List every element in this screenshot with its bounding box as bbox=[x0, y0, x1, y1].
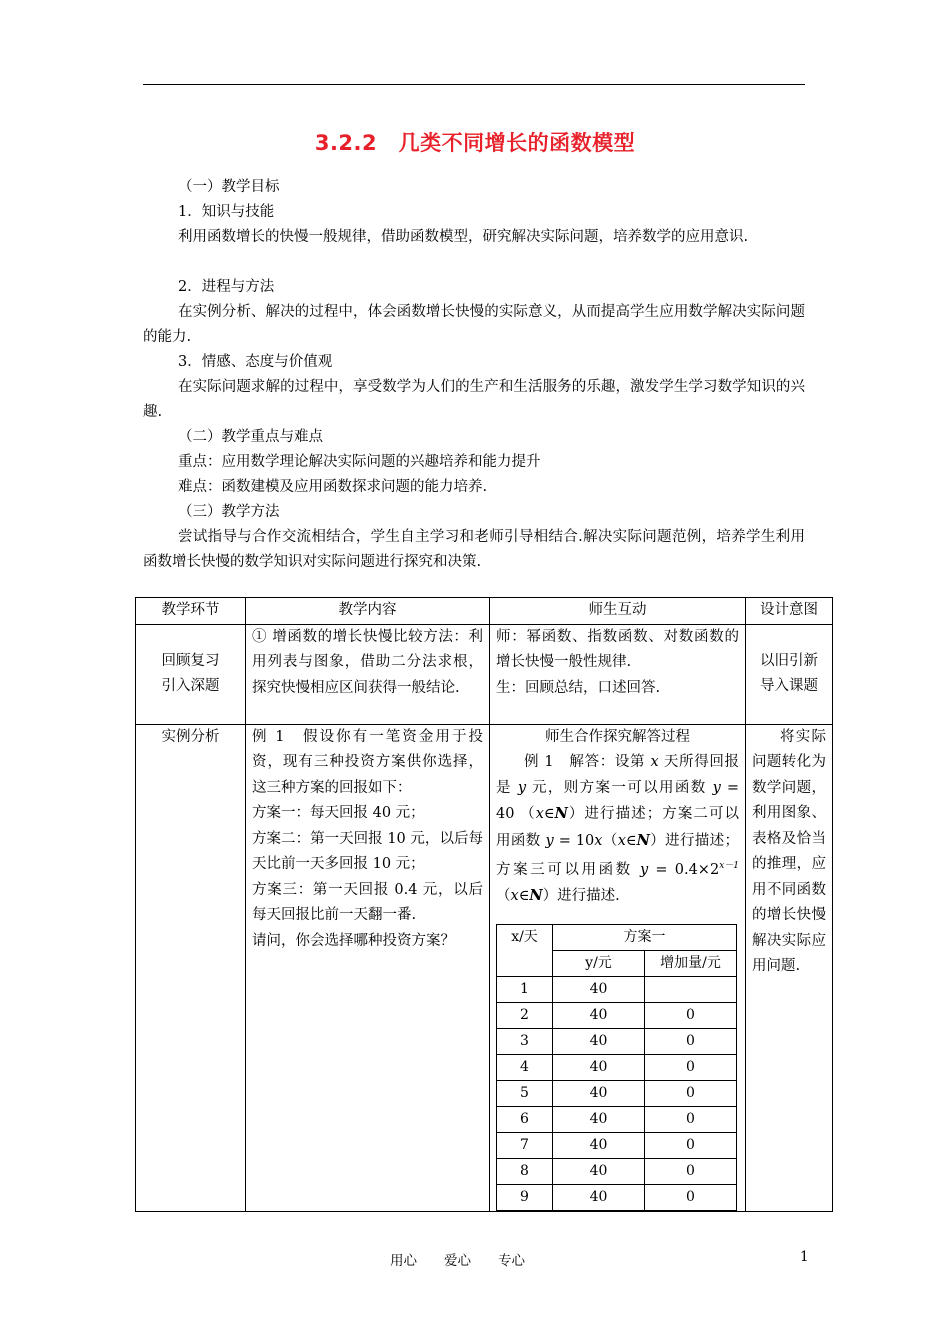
intent-cell: 将实际问题转化为数学问题，利用图象、表格及恰当的推理，应用不同函数的增长快慢解决实际应用问题. bbox=[746, 724, 833, 1211]
answer-text: ∈ bbox=[625, 832, 637, 849]
answer-text: = 10 bbox=[553, 832, 595, 849]
subheading-attitude: 3．情感、态度与价值观 bbox=[178, 354, 333, 370]
intent-line: 以旧引新 bbox=[760, 652, 818, 669]
subtable-cell-y: 40 bbox=[553, 1132, 645, 1158]
table-row bbox=[497, 1080, 737, 1106]
subtable-cell-x: 2 bbox=[497, 1002, 553, 1028]
answer-text: ∈ bbox=[543, 806, 555, 822]
answer-text: （ bbox=[496, 888, 511, 905]
interaction-cell bbox=[490, 624, 746, 724]
table-row bbox=[497, 1054, 737, 1080]
header-stage: 教学环节 bbox=[136, 598, 246, 625]
header-content: 教学内容 bbox=[246, 598, 490, 625]
subtable-cell-y: 40 bbox=[553, 1002, 645, 1028]
plan-two: 方案二：第一天回报 10 元，以后每天比前一天多回报 10 元； bbox=[252, 830, 483, 872]
subtable-cell-inc: 0 bbox=[645, 1002, 737, 1028]
interaction-cell bbox=[490, 724, 746, 1211]
text-difficulty: 难点：函数建模及应用函数探求问题的能力培养. bbox=[178, 479, 488, 495]
subtable-cell-inc: 0 bbox=[645, 1106, 737, 1132]
answer-var: x bbox=[650, 754, 659, 770]
lesson-table bbox=[135, 597, 833, 1212]
subtable-cell-inc bbox=[645, 976, 737, 1002]
intent-line: 导入课题 bbox=[760, 678, 818, 694]
table-row bbox=[136, 724, 833, 1211]
intent-cell bbox=[746, 624, 833, 724]
subtable-header-y: y/元 bbox=[553, 950, 645, 976]
table-row bbox=[497, 1028, 737, 1054]
content-cell bbox=[246, 724, 490, 1211]
answer-set: N bbox=[554, 805, 568, 822]
table-row bbox=[497, 1002, 737, 1028]
subtable-cell-x: 9 bbox=[497, 1184, 553, 1210]
table-row bbox=[497, 1184, 737, 1210]
answer-var: y bbox=[712, 779, 721, 796]
page-number: 1 bbox=[800, 1249, 809, 1265]
subtable-cell-y: 40 bbox=[553, 1106, 645, 1132]
table-row bbox=[497, 976, 737, 1002]
subtable-cell-x: 6 bbox=[497, 1106, 553, 1132]
stage-cell bbox=[136, 624, 246, 724]
stage-line: 引入深题 bbox=[161, 678, 220, 694]
subtable-cell-x: 1 bbox=[497, 976, 553, 1002]
subtable-cell-y: 40 bbox=[553, 976, 645, 1002]
answer-var: y bbox=[517, 779, 527, 796]
subtable-cell-y: 40 bbox=[553, 1158, 645, 1184]
plan-one-table bbox=[496, 924, 737, 1211]
subtable-cell-y: 40 bbox=[553, 1080, 645, 1106]
header-interaction: 师生互动 bbox=[490, 598, 746, 625]
question: 请问，你会选择哪种投资方案？ bbox=[252, 932, 455, 949]
subtable-cell-inc: 0 bbox=[645, 1080, 737, 1106]
answer-var: x bbox=[617, 832, 626, 849]
subtable-cell-x: 7 bbox=[497, 1132, 553, 1158]
answer-var: y bbox=[639, 861, 649, 878]
answer-text: = 0.4×2 bbox=[648, 861, 720, 878]
page-title: 3.2.2 几类不同增长的函数模型 bbox=[314, 131, 636, 155]
subtable-cell-y: 40 bbox=[553, 1028, 645, 1054]
answer-text: = 40 （ bbox=[496, 779, 739, 822]
subtable-cell-x: 3 bbox=[497, 1028, 553, 1054]
subtable-cell-inc: 0 bbox=[645, 1132, 737, 1158]
example-problem: 例 1 假设你有一笔资金用于投资，现有三种投资方案供你选择，这三种方案的回报如下： bbox=[252, 728, 483, 796]
subtable-cell-y: 40 bbox=[553, 1184, 645, 1210]
subtable-cell-inc: 0 bbox=[645, 1054, 737, 1080]
plan-three: 方案三：第一天回报 0.4 元，以后每天回报比前一天翻一番. bbox=[252, 881, 483, 923]
interaction-teacher: 师：幂函数、指数函数、对数函数的增长快慢一般性规律. bbox=[496, 628, 739, 670]
subtable-cell-inc: 0 bbox=[645, 1028, 737, 1054]
plan-one: 方案一：每天回报 40 元； bbox=[252, 805, 425, 821]
answer-var: x bbox=[510, 888, 519, 905]
answer-var: y bbox=[545, 832, 554, 849]
answer-text: 天所得回报是 bbox=[496, 754, 739, 796]
interaction-student: 生：回顾总结，口述回答. bbox=[496, 679, 661, 696]
header-rule bbox=[143, 84, 805, 85]
header-intent: 设计意图 bbox=[746, 598, 833, 625]
subtable-header-plan: 方案一 bbox=[553, 924, 737, 950]
table-header-row bbox=[136, 598, 833, 625]
table-row bbox=[136, 624, 833, 724]
answer-set: N bbox=[636, 831, 650, 849]
table-row bbox=[497, 1158, 737, 1184]
subtable-cell-inc: 0 bbox=[645, 1184, 737, 1210]
footer-motto: 用心 爱心 专心 bbox=[390, 1253, 525, 1269]
answer-var: x bbox=[535, 806, 544, 822]
subtable-cell-inc: 0 bbox=[645, 1158, 737, 1184]
answer-exponent: x－1 bbox=[719, 861, 739, 871]
answer-var: x bbox=[594, 832, 603, 849]
section-heading-1: （一）教学目标 bbox=[178, 179, 280, 195]
text-method: 尝试指导与合作交流相结合，学生自主学习和老师引导相结合.解决实际问题范例，培养学生利用函数增长快慢的数学知识对实际问题进行探究和决策. bbox=[143, 529, 805, 570]
answer-set: N bbox=[529, 887, 543, 905]
subtable-cell-y: 40 bbox=[553, 1054, 645, 1080]
subtable-cell-x: 8 bbox=[497, 1158, 553, 1184]
content-cell: ① 增函数的增长快慢比较方法：利用列表与图象，借助二分法求根，探究快慢相应区间获得一般结论. bbox=[246, 624, 490, 724]
stage-cell: 实例分析 bbox=[136, 724, 246, 1211]
text-knowledge: 利用函数增长的快慢一般规律，借助函数模型，研究解决实际问题，培养数学的应用意识. bbox=[178, 229, 749, 245]
text-process: 在实例分析、解决的过程中，体会函数增长快慢的实际意义，从而提高学生应用数学解决实际问题的能力. bbox=[143, 304, 805, 345]
stage-line: 回顾复习 bbox=[161, 652, 220, 669]
example-answer bbox=[496, 750, 739, 910]
answer-text: 例 1 解答：设第 bbox=[524, 754, 651, 770]
text-key-point: 重点：应用数学理论解决实际问题的兴趣培养和能力提升 bbox=[178, 454, 541, 470]
table-row bbox=[497, 1132, 737, 1158]
answer-text: ）进行描述；方案二可以用函数 bbox=[496, 806, 740, 849]
subtable-cell-x: 5 bbox=[497, 1080, 553, 1106]
interaction-title: 师生合作探究解答过程 bbox=[545, 728, 690, 745]
answer-text: ）进行描述；方案三可以用函数 bbox=[496, 832, 740, 878]
answer-text: 元，则方案一可以用函数 bbox=[526, 779, 713, 796]
text-attitude: 在实际问题求解的过程中，享受数学为人们的生产和生活服务的乐趣，激发学生学习数学知识的兴趣. bbox=[143, 379, 805, 420]
section-heading-3: （三）教学方法 bbox=[178, 504, 280, 520]
answer-text: ）进行描述. bbox=[542, 888, 620, 905]
subheading-knowledge: 1．知识与技能 bbox=[178, 204, 275, 220]
subtable-cell-x: 4 bbox=[497, 1054, 553, 1080]
section-heading-2: （二）教学重点与难点 bbox=[178, 429, 323, 445]
answer-text: （ bbox=[602, 832, 618, 849]
subheading-process: 2．进程与方法 bbox=[178, 279, 275, 295]
subtable-header-inc: 增加量/元 bbox=[645, 950, 737, 976]
table-row bbox=[497, 1106, 737, 1132]
answer-text: ∈ bbox=[518, 888, 530, 905]
subtable-header-x: x/天 bbox=[497, 924, 553, 976]
